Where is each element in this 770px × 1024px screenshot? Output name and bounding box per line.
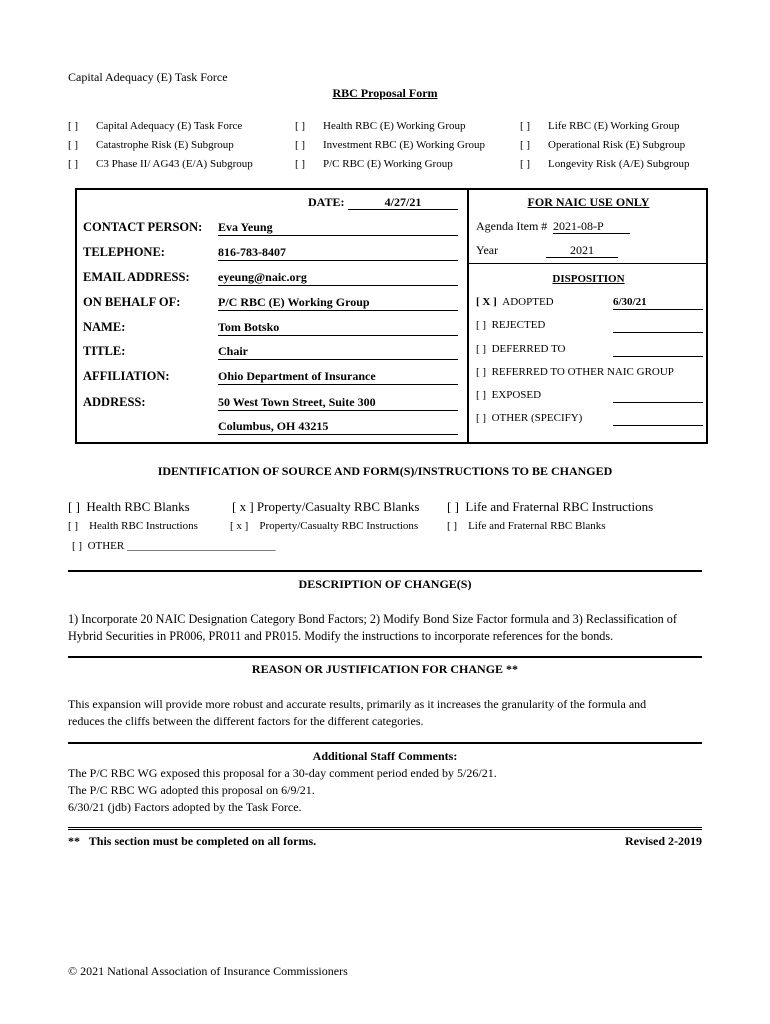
disposition-label: DEFERRED TO (491, 343, 566, 355)
section-divider (68, 827, 702, 828)
group-label: Investment RBC (E) Working Group (323, 139, 486, 151)
disposition-date-field[interactable] (613, 319, 703, 333)
on-behalf-of-field[interactable]: P/C RBC (E) Working Group (218, 295, 458, 311)
disposition-label: EXPOSED (491, 389, 542, 401)
group-label: P/C RBC (E) Working Group (323, 158, 453, 170)
description-title: DESCRIPTION OF CHANGE(S) (298, 577, 472, 591)
name-label: NAME: (83, 320, 126, 334)
other-label: OTHER ___________________________ (87, 540, 276, 552)
date-field[interactable]: 4/27/21 (348, 195, 458, 210)
group-checkbox[interactable]: [ ] Investment RBC (E) Working Group (295, 139, 486, 151)
description-line: Hybrid Securities in PR006, PR011 and PR015. Modify the instructions to incorporate references for the bonds. (68, 629, 614, 643)
source-label: Life and Fraternal RBC Instructions (465, 499, 654, 514)
disposition-checkbox[interactable]: [ ] REJECTED (476, 319, 546, 331)
staff-comment-line: The P/C RBC WG exposed this proposal for a 30-day comment period ended by 5/26/21. (68, 766, 497, 780)
on-behalf-of-label: ON BEHALF OF: (83, 295, 181, 309)
group-label: Longevity Risk (A/E) Subgroup (548, 158, 690, 170)
disposition-checkbox[interactable]: [ ] REFERRED TO OTHER NAIC GROUP (476, 366, 674, 378)
source-label: Life and Fraternal RBC Blanks (468, 520, 606, 532)
title-field[interactable]: Chair (218, 344, 458, 360)
disposition-label: ADOPTED (502, 296, 554, 308)
telephone-label: TELEPHONE: (83, 245, 165, 259)
revised-note: Revised 2-2019 (625, 834, 702, 848)
source-checkbox[interactable]: [ ] Health RBC Instructions (68, 520, 198, 532)
source-label: Property/Casualty RBC Blanks (256, 499, 420, 514)
source-checkbox[interactable]: [ ] Life and Fraternal RBC Instructions (447, 499, 654, 514)
date-label: DATE: (308, 195, 345, 209)
disposition-checkbox[interactable]: [ ] EXPOSED (476, 389, 542, 401)
group-checkbox[interactable]: [ ] Longevity Risk (A/E) Subgroup (520, 158, 690, 170)
agenda-field[interactable]: 2021-08-P (553, 219, 630, 234)
disposition-label: REFERRED TO OTHER NAIC GROUP (491, 366, 674, 378)
disposition-label: OTHER (SPECIFY) (491, 412, 583, 424)
group-checkbox[interactable]: [ ] Catastrophe Risk (E) Subgroup (68, 139, 234, 151)
group-label: C3 Phase II/ AG43 (E/A) Subgroup (96, 158, 253, 170)
source-label: Property/Casualty RBC Instructions (259, 520, 419, 532)
naic-divider (467, 263, 708, 264)
source-checkbox-other[interactable]: [ ] OTHER ___________________________ (72, 540, 276, 552)
disposition-date-field[interactable]: 6/30/21 (613, 296, 703, 310)
year-field[interactable]: 2021 (546, 243, 618, 258)
contact-person-label: CONTACT PERSON: (83, 220, 203, 234)
agenda-label: Agenda Item # (476, 219, 548, 233)
group-label: Capital Adequacy (E) Task Force (96, 120, 243, 132)
source-checkbox[interactable]: [ x ] Property/Casualty RBC Blanks (232, 499, 420, 514)
email-field[interactable]: eyeung@naic.org (218, 270, 458, 286)
source-checkbox[interactable]: [ x ] Property/Casualty RBC Instructions (230, 520, 419, 532)
source-label: Health RBC Blanks (86, 499, 190, 514)
section-divider (68, 656, 702, 658)
group-checkbox[interactable]: [ ] Operational Risk (E) Subgroup (520, 139, 686, 151)
description-line: 1) Incorporate 20 NAIC Designation Category Bond Factors; 2) Modify Bond Size Factor formula and 3) Reclassification of (68, 612, 677, 626)
group-checkbox[interactable]: [ ] Health RBC (E) Working Group (295, 120, 466, 132)
staff-comments-title: Additional Staff Comments: (312, 749, 458, 763)
name-field[interactable]: Tom Botsko (218, 320, 458, 336)
affiliation-field[interactable]: Ohio Department of Insurance (218, 369, 458, 385)
group-checkbox[interactable]: [ ] C3 Phase II/ AG43 (E/A) Subgroup (68, 158, 253, 170)
disposition-date-field[interactable] (613, 412, 703, 426)
section-divider (68, 742, 702, 744)
section-divider (68, 570, 702, 572)
source-label: Health RBC Instructions (89, 520, 198, 532)
disposition-checkbox[interactable]: [ X ] ADOPTED (476, 296, 554, 308)
required-note: ** This section must be completed on all forms. (68, 834, 317, 848)
address-line2-field[interactable]: Columbus, OH 43215 (218, 419, 458, 435)
reason-line: reduces the cliffs between the different factors for the different categories. (68, 714, 424, 728)
group-label: Health RBC (E) Working Group (323, 120, 466, 132)
form-title: RBC Proposal Form (332, 86, 438, 100)
identification-title: IDENTIFICATION OF SOURCE AND FORM(S)/INSTRUCTIONS TO BE CHANGED (157, 464, 613, 478)
disposition-checkbox[interactable]: [ ] DEFERRED TO (476, 343, 566, 355)
contact-person-field[interactable]: Eva Yeung (218, 220, 458, 236)
group-checkbox[interactable]: [ ] P/C RBC (E) Working Group (295, 158, 453, 170)
staff-comment-line: 6/30/21 (jdb) Factors adopted by the Task Force. (68, 800, 302, 814)
year-label: Year (476, 243, 499, 257)
box-divider (467, 188, 469, 444)
telephone-field[interactable]: 816-783-8407 (218, 245, 458, 261)
copyright: © 2021 National Association of Insurance Commissioners (68, 964, 348, 978)
disposition-label: REJECTED (491, 319, 546, 331)
naic-use-title: FOR NAIC USE ONLY (527, 195, 650, 209)
task-force-header: Capital Adequacy (E) Task Force (68, 70, 228, 84)
disposition-checkbox[interactable]: [ ] OTHER (SPECIFY) (476, 412, 583, 424)
title-label: TITLE: (83, 344, 126, 358)
source-checkbox[interactable]: [ ] Health RBC Blanks (68, 499, 190, 514)
group-label: Operational Risk (E) Subgroup (548, 139, 686, 151)
email-label: EMAIL ADDRESS: (83, 270, 190, 284)
group-checkbox[interactable]: [ ] Life RBC (E) Working Group (520, 120, 680, 132)
staff-comment-line: The P/C RBC WG adopted this proposal on 6/9/21. (68, 783, 315, 797)
group-label: Life RBC (E) Working Group (548, 120, 680, 132)
group-label: Catastrophe Risk (E) Subgroup (96, 139, 234, 151)
section-divider (68, 829, 702, 830)
source-checkbox[interactable]: [ ] Life and Fraternal RBC Blanks (447, 520, 606, 532)
disposition-date-field[interactable] (613, 389, 703, 403)
affiliation-label: AFFILIATION: (83, 369, 170, 383)
reason-title: REASON OR JUSTIFICATION FOR CHANGE ** (251, 662, 519, 676)
address-label: ADDRESS: (83, 395, 146, 409)
reason-line: This expansion will provide more robust and accurate results, primarily as it increases the granularity of the formula and (68, 697, 647, 711)
address-field[interactable]: 50 West Town Street, Suite 300 (218, 395, 458, 411)
disposition-title: DISPOSITION (552, 273, 625, 285)
group-checkbox[interactable]: [ ] Capital Adequacy (E) Task Force (68, 120, 243, 132)
disposition-date-field[interactable] (613, 343, 703, 357)
